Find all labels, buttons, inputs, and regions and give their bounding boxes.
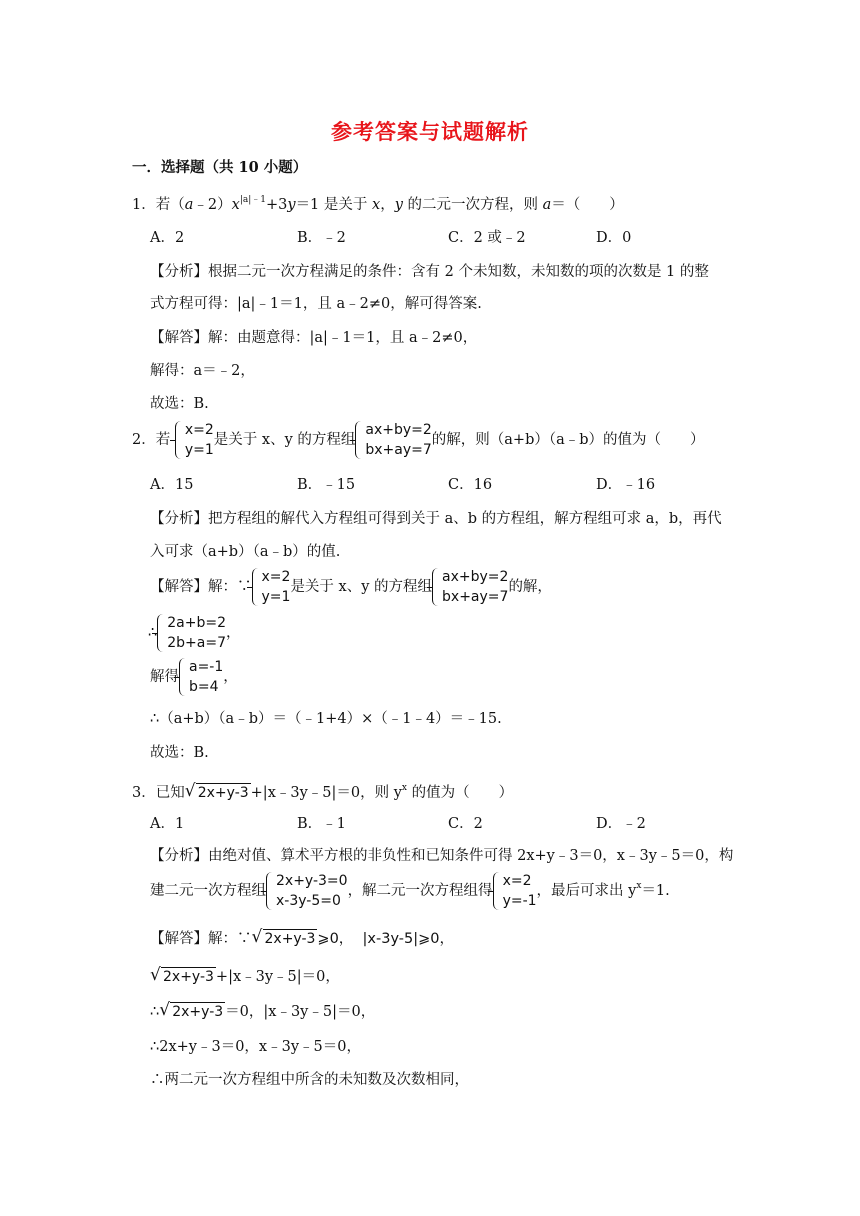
q2-option-b: B．﹣15 [297,477,356,493]
q3-answer-line-4: ∴2x+y﹣3＝0，x﹣3y﹣5＝0， [150,1039,361,1055]
q2-option-d: D．﹣16 [596,477,656,493]
question-3-stem: 3．已知 √ 2x+y-3 +|x﹣3y﹣5|＝0，则 $y^x$ 的值为（ ） [132,781,514,801]
q1-option-a: A．2 [150,230,185,246]
q1-analysis-line-1: 【分析】根据二元一次方程满足的条件：含有 2 个未知数，未知数的项的次数是 1 的整 [150,264,709,280]
q1-analysis-line-2: 式方程可得：|a|﹣1＝1，且 a﹣2≠0，解可得答案. [150,296,482,312]
q2-calculation: ∴（a+b）（a﹣b）＝（﹣1+4）×（﹣1﹣4）＝﹣15. [150,711,502,727]
q3-option-c: C．2 [448,816,483,832]
q3-analysis-line-2: 建二元一次方程组 2x+y-3=0 x-3y-5=0 ，解二元一次方程组得 x=2 y=-1 ，最后可求出 $y^x=1$. [150,873,670,909]
q1-answer-line-3: 故选：B. [150,396,209,412]
q1-answer-line-2: 解得：a＝﹣2， [150,363,255,379]
q2-option-a: A．15 [150,477,194,493]
q3-analysis-line-1: 【分析】由绝对值、算术平方根的非负性和已知条件可得 2x+y﹣3＝0，x﹣3y﹣5＝0，构 [150,848,734,864]
q2-solution-system: x=2 y=1 [175,420,214,460]
q1-option-c: C．2 或﹣2 [448,230,526,246]
q2-answer-equation-system: ax+by=2 bx+ay=7 [432,567,508,607]
q3-answer-line-3: ∴ √ 2x+y-3 ＝0，|x﹣3y﹣5|＝0， [150,1000,376,1020]
q3-option-b: B．﹣1 [297,816,346,832]
q3-answer-sqrt: √ 2x+y-3 [251,927,316,947]
q3-answer-line-1: 【解答】解：∵ √ 2x+y-3 ⩾0， |x-3y-5|⩾0， [150,927,454,947]
q3-answer-line-5: ∴两二元一次方程组中所含的未知数及次数相同， [150,1072,469,1088]
q2-choice: 故选：B. [150,745,209,761]
q2-substituted-system-line: ∴ 2a+b=2 2b+a=7 ， [148,615,241,651]
q1-option-b: B．﹣2 [297,230,346,246]
q2-analysis-line-1: 【分析】把方程组的解代入方程组可得到关于 a、b 的方程组，解方程组可求 a，b，再代 [150,511,722,527]
q3-option-a: A．1 [150,816,185,832]
q2-answer-line-1: 【解答】解：∵ x=2 y=1 是关于 x、y 的方程组 ax+by=2 bx+ay=7 的解， [150,569,552,605]
q2-equation-system: ax+by=2 bx+ay=7 [355,420,431,460]
question-2-stem: 2．若 x=2 y=1 是关于 x、y 的方程组 ax+by=2 bx+ay=7 的解，则（a+b）（a﹣b）的值为（ ） [132,422,705,458]
q2-answer-solution-system: x=2 y=1 [252,567,291,607]
section-heading: 一．选择题（共 10 小题） [132,159,308,176]
q1-answer-line-1: 【解答】解：由题意得：|a|﹣1＝1，且 a﹣2≠0， [150,330,478,346]
question-1-stem: 1．若$(a﹣2)x^{|a|﹣1}+3y=1$ 是关于 x，y 的二元一次方程，则 a＝（ ） [132,195,624,213]
q3-option-d: D．﹣2 [596,816,646,832]
q3-answer-line-2: √ 2x+y-3 +|x﹣3y﹣5|＝0， [150,965,340,985]
q3-solution-system: x=2 y=-1 [493,871,537,911]
q2-option-c: C．16 [448,477,493,493]
q3-answer-sqrt-3: √ 2x+y-3 [159,1000,224,1020]
q2-solved-system-line: 解得 a=-1 b=4 ， [150,659,238,695]
q3-equation-system: 2x+y-3=0 x-3y-5=0 [266,871,348,911]
q2-analysis-line-2: 入可求（a+b）（a﹣b）的值. [150,544,341,560]
q3-answer-sqrt-2: √ 2x+y-3 [150,965,214,985]
q1-option-d: D．0 [596,230,632,246]
q3-sqrt-expression: √ 2x+y-3 [184,781,249,801]
q2-solved-system: a=-1 b=4 [179,657,223,697]
page-title: 参考答案与试题解析 [331,119,529,144]
q2-substituted-system: 2a+b=2 2b+a=7 [157,613,226,653]
